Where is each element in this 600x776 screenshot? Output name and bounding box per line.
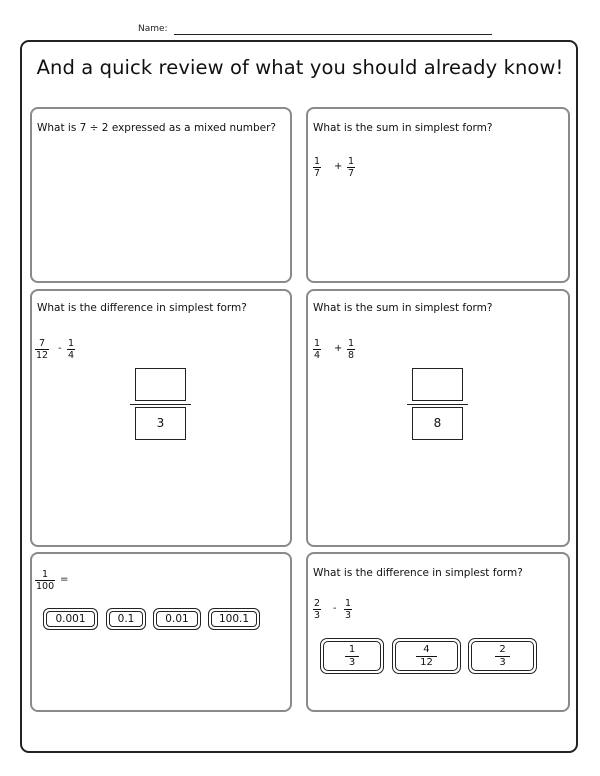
question-box-5 bbox=[30, 552, 292, 712]
denominator: 12 bbox=[416, 656, 437, 669]
choice-label: 100.1 bbox=[211, 611, 257, 627]
question-3-fraction-b bbox=[67, 338, 75, 361]
denominator-value: 8 bbox=[433, 416, 442, 430]
plus-operator: + bbox=[334, 343, 343, 354]
choice-label: 0.01 bbox=[156, 611, 198, 627]
numerator: 1 bbox=[348, 643, 356, 655]
numerator-answer-box[interactable] bbox=[412, 368, 463, 401]
numerator: 1 bbox=[314, 338, 321, 349]
denominator: 3 bbox=[345, 656, 359, 669]
numerator: 1 bbox=[348, 156, 355, 167]
choice-button-3[interactable] bbox=[468, 638, 537, 674]
question-2-text: What is the sum in simplest form? bbox=[313, 122, 493, 134]
choice-fraction bbox=[345, 644, 359, 669]
numerator: 7 bbox=[39, 338, 46, 349]
fraction-bar bbox=[407, 404, 468, 405]
question-3-text: What is the difference in simplest form? bbox=[37, 302, 247, 314]
numerator: 1 bbox=[42, 569, 49, 580]
page-title: And a quick review of what you should already know! bbox=[36, 56, 564, 79]
minus-operator: - bbox=[333, 603, 337, 614]
question-4-text: What is the sum in simplest form? bbox=[313, 302, 493, 314]
choice-fraction bbox=[416, 644, 437, 669]
numerator: 1 bbox=[345, 598, 352, 609]
minus-operator: - bbox=[58, 343, 62, 354]
question-6-text: What is the difference in simplest form? bbox=[313, 567, 523, 579]
name-label: Name: bbox=[138, 24, 168, 34]
choice-face bbox=[323, 641, 381, 671]
choice-button-3[interactable] bbox=[153, 608, 201, 630]
choice-button-1[interactable] bbox=[320, 638, 384, 674]
question-3-fraction-a bbox=[35, 338, 49, 361]
choice-button-1[interactable] bbox=[43, 608, 98, 630]
choice-fraction bbox=[495, 644, 509, 669]
question-6-fraction-b bbox=[344, 598, 352, 621]
question-4-fraction-a bbox=[313, 338, 321, 361]
equals-sign: = bbox=[60, 574, 69, 585]
denominator: 4 bbox=[314, 350, 321, 361]
numerator: 2 bbox=[499, 643, 506, 655]
question-4-fraction-b bbox=[347, 338, 355, 361]
denominator: 100 bbox=[36, 581, 55, 592]
choice-button-2[interactable] bbox=[106, 608, 146, 630]
choice-button-2[interactable] bbox=[392, 638, 461, 674]
question-2-fraction-a bbox=[313, 156, 321, 179]
numerator-answer-box[interactable] bbox=[135, 368, 186, 401]
numerator: 1 bbox=[348, 338, 355, 349]
question-2-fraction-b bbox=[347, 156, 355, 179]
name-input-line[interactable] bbox=[174, 34, 492, 35]
denominator: 8 bbox=[348, 350, 355, 361]
denominator: 3 bbox=[314, 610, 321, 621]
numerator: 1 bbox=[68, 338, 75, 349]
question-5-fraction bbox=[35, 569, 55, 592]
denominator-value: 3 bbox=[156, 416, 165, 430]
choice-button-4[interactable] bbox=[208, 608, 260, 630]
denominator: 7 bbox=[348, 168, 355, 179]
choice-label: 0.001 bbox=[46, 611, 95, 627]
denominator: 12 bbox=[36, 350, 49, 361]
denominator: 3 bbox=[345, 610, 352, 621]
choice-face bbox=[395, 641, 458, 671]
denominator: 7 bbox=[314, 168, 321, 179]
choice-label: 0.1 bbox=[109, 611, 143, 627]
numerator: 4 bbox=[423, 643, 430, 655]
numerator: 2 bbox=[314, 598, 321, 609]
question-1-text: What is 7 ÷ 2 expressed as a mixed number? bbox=[37, 122, 276, 134]
numerator: 1 bbox=[314, 156, 321, 167]
denominator: 4 bbox=[68, 350, 75, 361]
choice-face bbox=[471, 641, 534, 671]
fraction-bar bbox=[130, 404, 191, 405]
plus-operator: + bbox=[334, 161, 343, 172]
question-6-fraction-a bbox=[313, 598, 321, 621]
denominator: 3 bbox=[495, 656, 509, 669]
